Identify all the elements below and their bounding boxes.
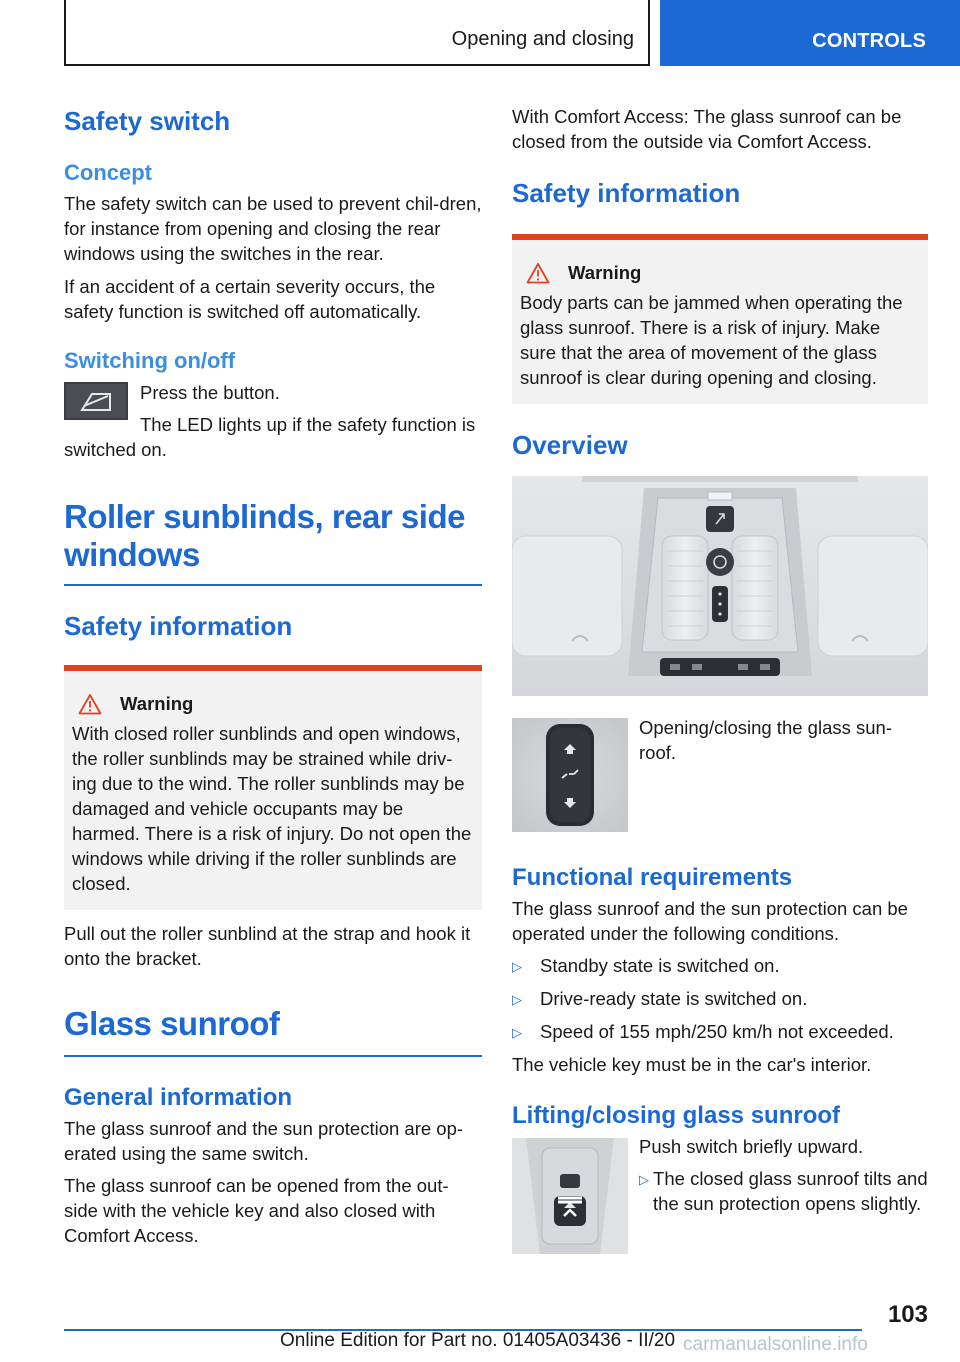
roller-warning-text: With closed roller sunblinds and open windows, the roller sunblinds may be strained while driv-ing due to the wind. The roller sunblinds may be damaged and vehicle occupants may be harmed. There is a risk of injury. Do not open the windows while driving if the roller sunblinds are closed.: [72, 723, 472, 894]
header-section-box: [64, 0, 650, 66]
warning-label: Warning: [568, 262, 642, 283]
condition-item: [512, 1019, 928, 1045]
right-column: [512, 100, 928, 1258]
general-paragraph-1: The glass sunroof and the sun protection are op-erated using the same switch.: [64, 1118, 464, 1164]
warning-header: [520, 262, 920, 284]
section-rule: [64, 1055, 482, 1057]
bullet-triangle-icon: ▷: [512, 1025, 522, 1040]
section-rule: [64, 584, 482, 586]
pull-out-text: Pull out the roller sunblind at the strap and hook it onto the bracket.: [64, 923, 471, 969]
lifting-bullet-item: [639, 1166, 928, 1216]
lifting-block: [512, 1138, 928, 1258]
header-section-title: Opening and closing: [451, 28, 634, 50]
header-chapter-tab: [660, 0, 960, 66]
functional-text: The glass sunroof and the sun protection can be operated under the following conditions.: [512, 898, 908, 944]
push-switch-upward-image: [512, 1138, 628, 1254]
roller-warning-box: [64, 665, 482, 910]
functional-requirements-heading: Functional requirements: [512, 864, 793, 891]
sunroof-switch-image: [512, 718, 628, 832]
glass-sunroof-heading: Glass sunroof: [64, 1005, 280, 1042]
switch-caption: Opening/closing the glass sun-roof.: [639, 717, 892, 763]
general-information-heading: General information: [64, 1084, 293, 1111]
overhead-panel-image: [512, 476, 928, 696]
bullet-triangle-icon: ▷: [512, 992, 522, 1007]
warning-triangle-icon: [78, 693, 102, 715]
condition-item: [512, 953, 928, 979]
header-chapter-title: CONTROLS: [812, 30, 926, 52]
sunroof-warning-box: [512, 234, 928, 404]
concept-heading: Concept: [64, 160, 152, 185]
condition-text: Standby state is switched on.: [540, 955, 780, 976]
led-text: The LED lights up if the safety function is switched on.: [64, 414, 476, 460]
left-column: [64, 100, 482, 1248]
page-number: 103: [887, 1301, 928, 1328]
switching-heading: Switching on/off: [64, 348, 236, 373]
warning-header: [72, 693, 474, 715]
concept-paragraph-1: The safety switch can be used to prevent chil-dren, for instance from opening and closing the rear windows using the switches in the rear.: [64, 193, 482, 264]
bullet-triangle-icon: ▷: [639, 1172, 649, 1187]
roller-sunblinds-heading: Roller sunblinds, rear side windows: [64, 498, 465, 573]
comfort-access-text: With Comfort Access: The glass sunroof can be closed from the outside via Comfort Access.: [512, 106, 902, 152]
concept-paragraph-2: If an accident of a certain severity occurs, the safety function is switched off automatically.: [64, 276, 436, 322]
push-switch-text: Push switch briefly upward.: [639, 1136, 864, 1157]
condition-text: Speed of 155 mph/250 km/h not exceeded.: [540, 1021, 894, 1042]
conditions-list: [512, 953, 928, 1045]
edition-text: Online Edition for Part no. 01405A03436 - II/20: [280, 1330, 676, 1351]
switch-detail-block: [512, 718, 928, 832]
safety-switch-heading: Safety switch: [64, 106, 231, 136]
sunroof-safety-heading: Safety information: [512, 178, 741, 208]
overview-heading: Overview: [512, 430, 628, 460]
lifting-bullet-text: The closed glass sunroof tilts and the sun protection opens slightly.: [653, 1168, 928, 1214]
warning-triangle-icon: [526, 262, 550, 284]
press-button-text: Press the button.: [140, 382, 280, 403]
bullet-triangle-icon: ▷: [512, 959, 522, 974]
roller-safety-heading: Safety information: [64, 611, 293, 641]
warning-label: Warning: [120, 693, 194, 714]
sunroof-warning-text: Body parts can be jammed when operating the glass sunroof. There is a risk of injury. Make sure that the area of movement of the glass sunroof is clear during opening and closing.: [520, 292, 903, 388]
watermark: carmanualsonline.info: [683, 1334, 868, 1355]
condition-item: [512, 986, 928, 1012]
general-paragraph-2: The glass sunroof can be opened from the out-side with the vehicle key and also closed with Comfort Access.: [64, 1175, 449, 1246]
vehicle-key-text: The vehicle key must be in the car's interior.: [512, 1054, 872, 1075]
switching-block: [64, 380, 482, 460]
condition-text: Drive-ready state is switched on.: [540, 988, 808, 1009]
lifting-closing-heading: Lifting/closing glass sunroof: [512, 1102, 841, 1129]
